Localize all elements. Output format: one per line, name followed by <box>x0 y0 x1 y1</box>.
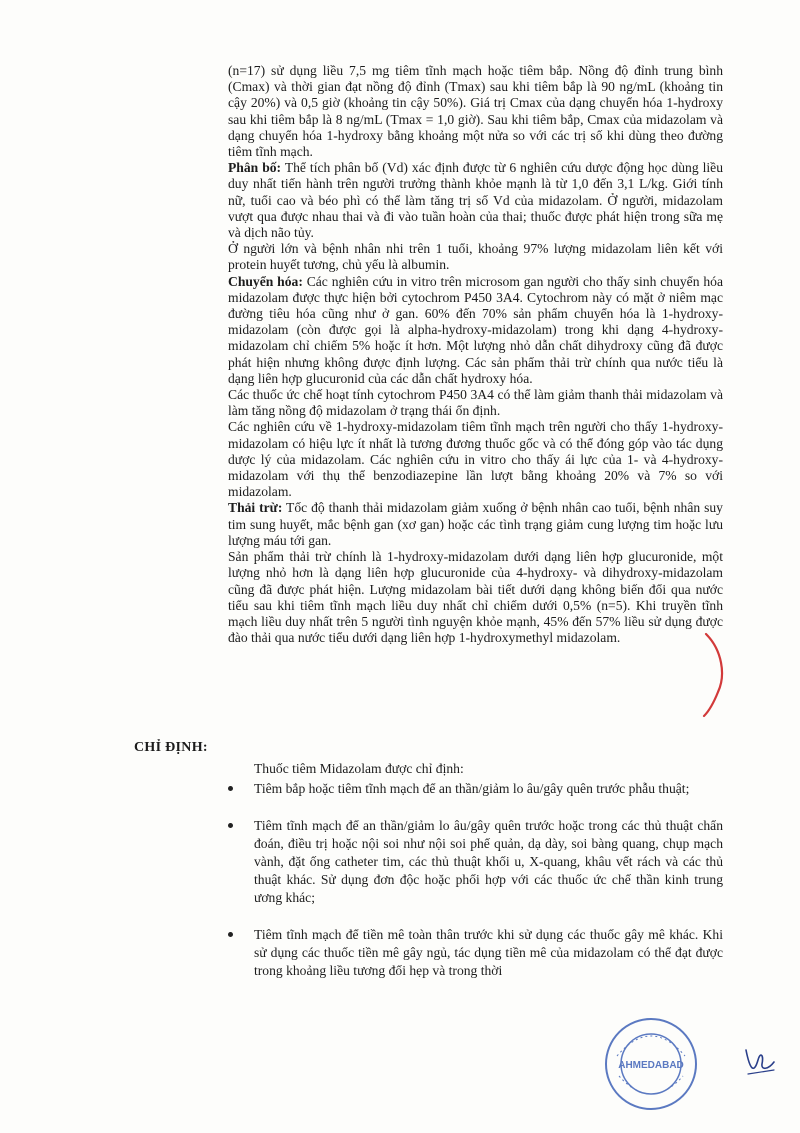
section-heading-indications: CHỈ ĐỊNH: <box>134 740 208 755</box>
company-seal-icon <box>603 1016 699 1112</box>
list-item: Tiêm tĩnh mạch để an thần/giảm lo âu/gây quên trước hoặc trong các thủ thuật chẩn đoán, điều trị hoặc nội soi như nội soi phế quản, dạ dày, soi bàng quang, chụp mạch vành, đặt ống catheter tim, các thủ thuật khối u, X-quang, khâu vết rách và các thủ thuật khác. Sử dụng đơn độc hoặc phối hợp với các thuốc ức chế thần kinh trung ương khác; <box>228 817 723 907</box>
indications-intro: Thuốc tiêm Midazolam được chỉ định: <box>254 761 464 776</box>
label-distribution: Phân bố: <box>228 160 282 176</box>
label-metabolism: Chuyển hóa: <box>228 273 303 289</box>
bullet-icon <box>228 932 233 937</box>
list-item: Tiêm tĩnh mạch để tiền mê toàn thân trước khi sử dụng các thuốc gây mê khác. Khi sử dụng các thuốc tiền mê gây ngủ, tác dụng tiền mê của midazolam có thể đạt được trong khoảng liều tương đối hẹp và trong thời <box>228 926 723 980</box>
red-pen-mark-icon <box>700 630 730 720</box>
paragraph-absorption: (n=17) sử dụng liều 7,5 mg tiêm tĩnh mạch hoặc tiêm bắp. Nồng độ đỉnh trung bình (Cmax) và thời gian đạt nồng độ đỉnh (Tmax) sau khi tiêm bắp là 90 ng/mL (khoảng tin cậy 20%) và 0,5 giờ (khoảng tin cậy 50%). Giá trị Cmax của dạng chuyển hóa 1-hydroxy sau khi tiêm bắp là 8 ng/mL (Tmax = 1,0 giờ). Sau khi tiêm bắp, Cmax của midazolam và dạng chuyển hóa 1-hydroxy bằng khoảng một nửa so với các trị số khi dùng theo đường tiêm tĩnh mạch. <box>228 63 723 160</box>
paragraph-distribution: Phân bố: Thể tích phân bố (Vd) xác định được từ 6 nghiên cứu dược động học dùng liều duy nhất tiến hành trên người trưởng thành khỏe mạnh là từ 1,0 đến 3,1 L/kg. Giới tính nữ, tuổi cao và béo phì có thể làm tăng trị số Vd của midazolam. Ở người, midazolam vượt qua được nhau thai và đi vào tuần hoàn của thai; thuốc được phát hiện trong sữa mẹ và dịch não tủy. <box>228 160 723 241</box>
list-item: Tiêm bắp hoặc tiêm tĩnh mạch để an thần/giảm lo âu/gây quên trước phẫu thuật; <box>228 780 723 798</box>
bullet-icon <box>228 823 233 828</box>
paragraph-excretion-products: Sản phẩm thải trừ chính là 1-hydroxy-midazolam dưới dạng liên hợp glucuronide, một lượng nhỏ hơn là dạng liên hợp glucuronide của 4-hydroxy- và dihydroxy-midazolam cũng đã được phát hiện. Lượng midazolam bài tiết dưới dạng không biến đổi qua nước tiểu sau khi tiêm tĩnh mạch liều duy nhất chỉ chiếm dưới 0,5% (n=5). Khi truyền tĩnh mạch liều duy nhất trên 5 người tình nguyện khỏe mạnh, 45% đến 57% liều sử dụng được đào thải qua nước tiểu dưới dạng liên hợp 1-hydroxymethyl midazolam. <box>228 549 723 646</box>
paragraph-protein-binding: Ở người lớn và bệnh nhân nhi trên 1 tuổi, khoảng 97% lượng midazolam liên kết với protein huyết tương, chủ yếu là albumin. <box>228 241 723 273</box>
stamp-center-text: AHMEDABAD <box>618 1060 684 1071</box>
paragraph-hydroxy-midazolam: Các nghiên cứu về 1-hydroxy-midazolam tiêm tĩnh mạch trên người cho thấy 1-hydroxy-midazolam có hiệu lực ít nhất là tương đương thuốc gốc và có thể đóng góp vào tác dụng dược lý của midazolam. Các nghiên cứu in vitro cho thấy ái lực của 1- và 4-hydroxy-midazolam với thụ thể benzodiazepine lần lượt bằng khoảng 20% và 7% so với midazolam. <box>228 419 723 500</box>
paragraph-inhibitors: Các thuốc ức chế hoạt tính cytochrom P450 3A4 có thể làm giảm thanh thải midazolam và làm tăng nồng độ midazolam ở trạng thái ổn định. <box>228 387 723 419</box>
indications-section <box>228 760 723 999</box>
signature-icon <box>740 1040 780 1080</box>
bullet-icon <box>228 786 233 791</box>
label-elimination: Thải trừ: <box>228 500 283 516</box>
paragraph-metabolism: Chuyển hóa: Các nghiên cứu in vitro trên microsom gan người cho thấy sinh chuyển hóa midazolam được thực hiện bởi cytochrom P450 3A4. Cytochrom này có mặt ở niêm mạc đường tiêu hóa cũng như ở gan. 60% đến 70% sản phẩm chuyển hóa là 1-hydroxy-midazolam (còn được gọi là alpha-hydroxy-midazolam) trong khi dạng 4-hydroxy-midazolam chỉ chiếm 5% hoặc ít hơn. Một lượng nhỏ dẫn chất dihydroxy cũng đã được phát hiện nhưng không được định lượng. Các sản phẩm thải trừ chính qua nước tiểu là dạng liên hợp glucuronid của các dẫn chất hydroxy hóa. <box>228 273 723 386</box>
indications-list <box>228 780 723 980</box>
paragraph-elimination: Thải trừ: Tốc độ thanh thải midazolam giảm xuống ở bệnh nhân cao tuổi, bệnh nhân suy tim sung huyết, mắc bệnh gan (xơ gan) hoặc các tình trạng giảm cung lượng tim hoặc lưu lượng máu tới gan. <box>228 500 723 548</box>
pharmacokinetics-text <box>228 63 723 646</box>
